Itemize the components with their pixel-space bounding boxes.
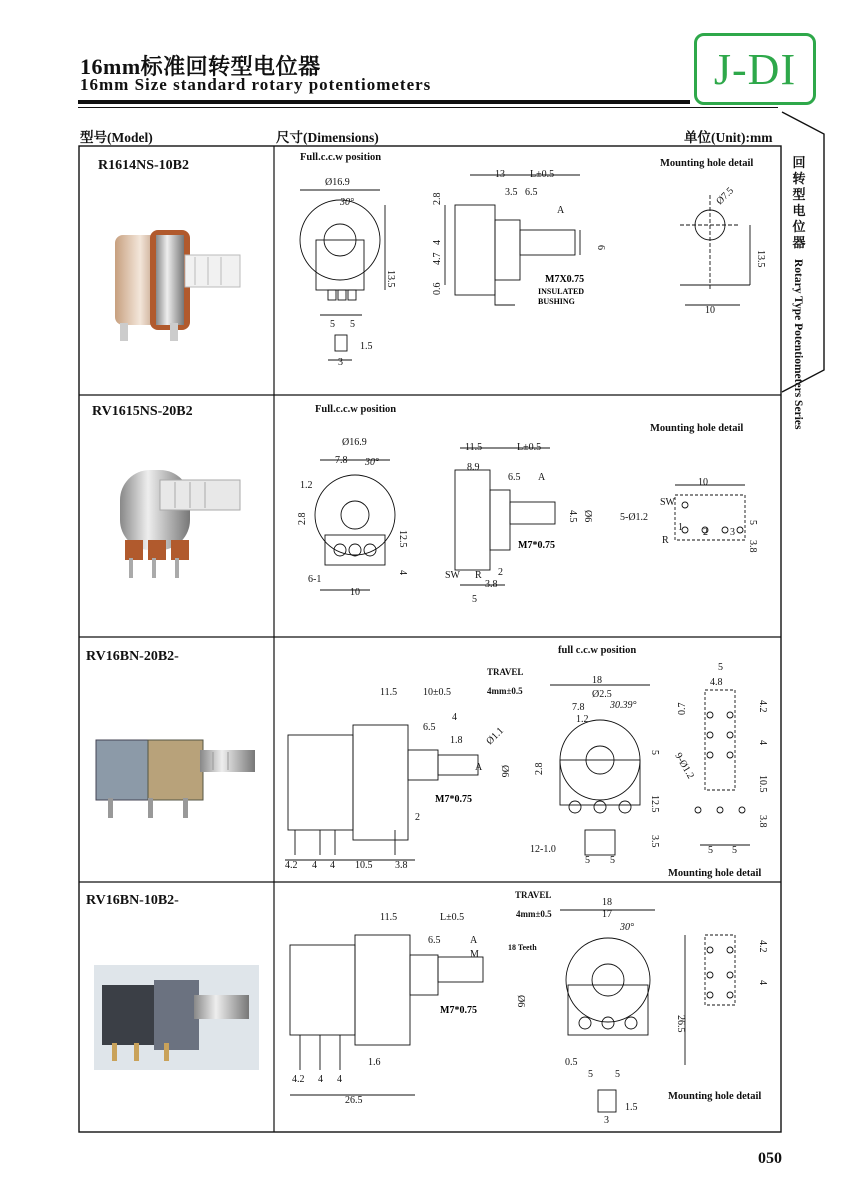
- r3-10-05: 10±0.5: [423, 687, 451, 698]
- r3-10-5: 10.5: [355, 860, 373, 871]
- r2-phi6: Ø6: [582, 510, 593, 523]
- r3-4-2: 4.2: [285, 860, 298, 871]
- dim-label-5b: 5: [350, 319, 355, 330]
- row3-label-travel: TRAVEL: [487, 667, 524, 677]
- r3-1-2: 1.2: [576, 714, 589, 725]
- brand-logo: [694, 33, 816, 105]
- r2-2: 2: [498, 567, 503, 578]
- r2-6-1: 6-1: [308, 574, 322, 585]
- r3-mh-3-8: 3.8: [757, 815, 768, 828]
- r3-2-8: 2.8: [534, 762, 545, 775]
- r3-3-5: 3.5: [649, 835, 660, 848]
- r2-mh-3-8: 3.8: [747, 540, 758, 553]
- r2-10: 10: [350, 587, 360, 598]
- side-tab-labels: [792, 155, 822, 430]
- r2-mh-2: 2: [703, 527, 708, 538]
- row4-label-teeth: 18 Teeth: [508, 943, 537, 952]
- r3-12-1: 12-1.0: [530, 844, 556, 855]
- model-name-row-4: RV16BN-10B2-: [86, 893, 179, 908]
- r4-mh-4-2: 4.2: [757, 940, 768, 953]
- r4-mh-4: 4: [757, 980, 768, 985]
- row4-drawing: [280, 897, 780, 1130]
- label-bushing: BUSHING: [538, 297, 575, 306]
- row4-label-mounting: Mounting hole detail: [668, 1091, 762, 1102]
- r3-6-5: 6.5: [423, 722, 436, 733]
- r2-mh-SW: SW: [660, 497, 675, 508]
- r2-SW: SW: [445, 570, 460, 581]
- product-photo-2: [100, 440, 250, 590]
- r2-5: 5: [472, 594, 477, 605]
- label-insulated: INSULATED: [538, 287, 585, 296]
- r4-M: M: [470, 949, 479, 960]
- r3-4a: 4: [312, 860, 317, 871]
- r3-phi2-5: Ø2.5: [592, 689, 612, 700]
- r3-12-5: 12.5: [649, 795, 660, 813]
- r3-phi1-1: Ø1.1: [484, 725, 507, 748]
- r2-8-9: 8.9: [467, 462, 480, 473]
- row1-drawing: [280, 165, 780, 390]
- dim-label-13: 13: [495, 169, 505, 180]
- row2-label-mounting: Mounting hole detail: [650, 423, 744, 434]
- r2-l05: L±0.5: [517, 442, 542, 453]
- dim-label-4-7: 4.7: [432, 252, 443, 265]
- product-photo-3: [88, 720, 268, 830]
- r2-mh-5-phi: 5-Ø1.2: [620, 512, 649, 523]
- r2-30deg: 30°: [365, 457, 379, 468]
- r3-2: 2: [415, 812, 420, 823]
- dim-label-1-5: 1.5: [360, 341, 373, 352]
- r2-A: A: [538, 472, 546, 483]
- row3-drawing: [280, 662, 780, 875]
- r2-phi16-9: Ø16.9: [342, 437, 367, 448]
- r3-mh-4-8: 4.8: [710, 677, 723, 688]
- dim-label-6: 6: [595, 245, 606, 250]
- r3-mh-5a: 5: [708, 845, 713, 856]
- r4-4-2: 4.2: [292, 1074, 305, 1085]
- header-rule: [78, 100, 690, 104]
- row3-label-mounting: Mounting hole detail: [668, 868, 762, 879]
- r4-30deg: 30°: [620, 922, 634, 933]
- r4-l05: L±0.5: [440, 912, 465, 923]
- r3-5b: 5: [610, 855, 615, 866]
- brand-logo-text: J-DI: [713, 44, 797, 94]
- model-name-row-1: R1614NS-10B2: [98, 158, 190, 173]
- r4-4a: 4: [318, 1074, 323, 1085]
- r3-18: 18: [592, 675, 602, 686]
- dim-label-0-6: 0.6: [432, 282, 443, 295]
- row1-label-ccw: Full.c.c.w position: [300, 152, 382, 163]
- dim-label-5a: 5: [330, 319, 335, 330]
- r2-7-8: 7.8: [335, 455, 348, 466]
- r3-4: 4: [452, 712, 457, 723]
- product-photo-4: [94, 965, 259, 1070]
- r3-4b: 4: [330, 860, 335, 871]
- dim-label-13-5: 13.5: [385, 270, 396, 288]
- column-header-unit: 单位(Unit):mm: [684, 130, 773, 145]
- r2-m7-075: M7*0.75: [518, 540, 555, 551]
- dim-label-phi7-5: Ø7.5: [714, 185, 737, 208]
- dim-label-2-8: 2.8: [432, 192, 443, 205]
- dim-label-m7x075: M7X0.75: [545, 274, 585, 285]
- dim-label-l05: L±0.5: [530, 169, 555, 180]
- r4-3: 3: [604, 1115, 609, 1126]
- r3-7-8: 7.8: [572, 702, 585, 713]
- r4-0-5: 0.5: [565, 1057, 578, 1068]
- r4-4b: 4: [337, 1074, 342, 1085]
- page-title-cn: 16mm标准回转型电位器: [80, 54, 321, 79]
- r4-mh-26-5: 26.5: [675, 1015, 686, 1033]
- r3-30-39: 30.39°: [610, 700, 637, 711]
- r3-mh-4: 4: [757, 740, 768, 745]
- r3-m7-075: M7*0.75: [435, 794, 472, 805]
- r2-mh-3: 3: [730, 527, 735, 538]
- column-header-dimensions: 尺寸(Dimensions): [276, 130, 379, 145]
- r2-mh-10: 10: [698, 477, 708, 488]
- dim-label-A: A: [557, 205, 565, 216]
- dim-label-3: 3: [338, 357, 343, 368]
- row2-drawing: [280, 430, 780, 630]
- r4-26-5: 26.5: [345, 1095, 363, 1106]
- r2-4-5: 4.5: [567, 510, 578, 523]
- r2-6-5: 6.5: [508, 472, 521, 483]
- r4-18: 18: [602, 897, 612, 908]
- page-title-en: 16mm Size standard rotary potentiometers: [80, 75, 432, 94]
- r3-5a: 5: [585, 855, 590, 866]
- r2-12-5: 12.5: [397, 530, 408, 548]
- r4-1-6: 1.6: [368, 1057, 381, 1068]
- r4-1-5: 1.5: [625, 1102, 638, 1113]
- r3-A: A: [475, 762, 483, 773]
- dim-label-6-5: 6.5: [525, 187, 538, 198]
- row4-label-travel: TRAVEL: [515, 890, 552, 900]
- r2-2-8: 2.8: [297, 512, 308, 525]
- r3-mh-10-5: 10.5: [757, 775, 768, 793]
- r3-mh-5: 5: [718, 662, 723, 673]
- r2-1-2: 1.2: [300, 480, 313, 491]
- product-photo-1: [100, 195, 250, 345]
- r2-mh-1: 1: [678, 522, 683, 533]
- r2-4: 4: [397, 570, 408, 575]
- dim-label-3-5: 3.5: [505, 187, 518, 198]
- r3-3-8: 3.8: [395, 860, 408, 871]
- r2-mh-R: R: [662, 535, 669, 546]
- r4-6-5: 6.5: [428, 935, 441, 946]
- r3-mh-5b: 5: [732, 845, 737, 856]
- dim-label-phi16-9: Ø16.9: [325, 177, 350, 188]
- r4-A: A: [470, 935, 478, 946]
- r2-R: R: [475, 570, 482, 581]
- r3-5: 5: [649, 750, 660, 755]
- r4-5b: 5: [615, 1069, 620, 1080]
- r3-phi6: Ø6: [499, 765, 510, 778]
- row3-label-ccw: full c.c.w position: [558, 645, 637, 656]
- side-tab-label-en: Rotary Type Potentiometers Series: [792, 259, 804, 430]
- r2-mh-5: 5: [747, 520, 758, 525]
- side-tab-label-cn: 回转型电位器: [792, 155, 806, 250]
- r3-mh-4-2: 4.2: [757, 700, 768, 713]
- header-rule-thin: [78, 107, 778, 108]
- r2-11-5: 11.5: [465, 442, 483, 453]
- dim-label-30deg: 30°: [340, 197, 354, 208]
- row4-label-4mm: 4mm±0.5: [516, 909, 552, 919]
- r3-11-5: 11.5: [380, 687, 398, 698]
- r4-m7-075: M7*0.75: [440, 1005, 477, 1016]
- r3-1-8: 1.8: [450, 735, 463, 746]
- row3-label-4mm: 4mm±0.5: [487, 686, 523, 696]
- r4-17: 17: [602, 909, 612, 920]
- row1-label-mounting: Mounting hole detail: [660, 158, 754, 169]
- model-name-row-3: RV16BN-20B2-: [86, 649, 179, 664]
- dim-label-10: 10: [705, 305, 715, 316]
- r4-11-5: 11.5: [380, 912, 398, 923]
- r3-mh-9-phi: 9-Ø1.2: [672, 751, 696, 781]
- r4-phi6: Ø6: [515, 995, 526, 1008]
- dim-label-13-5b: 13.5: [755, 250, 766, 268]
- model-name-row-2: RV1615NS-20B2: [92, 404, 193, 419]
- page-number: 050: [758, 1150, 782, 1167]
- dim-label-4: 4: [432, 240, 443, 245]
- r4-5a: 5: [588, 1069, 593, 1080]
- row2-label-ccw: Full.c.c.w position: [315, 404, 397, 415]
- r2-3-8: 3.8: [485, 579, 498, 590]
- r3-mh-0-7: 0.7: [677, 702, 688, 715]
- column-header-model: 型号(Model): [80, 130, 153, 145]
